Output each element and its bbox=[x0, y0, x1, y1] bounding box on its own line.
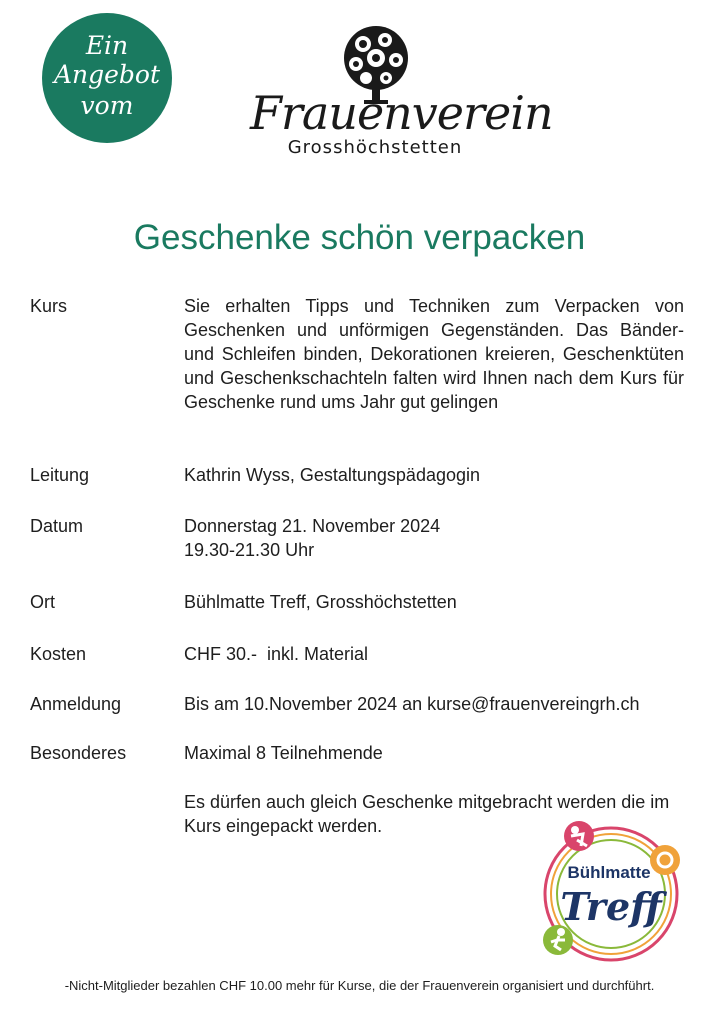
kurs-value: Sie erhalten Tipps und Techniken zum Verpacken von Geschenken und unförmigen Gegenständen. Das Bänder- und Schleifen binden, Dekorationen kreieren, Geschenktüten und Geschenkschachteln falten wird Ihnen nach dem Kurs für Geschenke rund ums Jahr gut gelingen bbox=[184, 296, 684, 412]
datum-value: Donnerstag 21. November 2024 bbox=[184, 516, 441, 536]
brand-name: Frauenverein bbox=[250, 86, 553, 140]
besonderes-label: Besonderes bbox=[30, 743, 127, 763]
brand-place: Grosshöchstetten bbox=[287, 137, 463, 158]
kosten-value: CHF 30.- inkl. Material bbox=[184, 644, 369, 664]
datum-time: 19.30-21.30 Uhr bbox=[184, 540, 315, 560]
anmeldung-label: Anmeldung bbox=[30, 694, 122, 714]
cycle-icon-orange bbox=[650, 845, 680, 875]
kosten-label: Kosten bbox=[30, 644, 87, 664]
anmeldung-value: Bis am 10.November 2024 an kurse@frauenvereingrh.ch bbox=[184, 694, 640, 714]
leitung-value: Kathrin Wyss, Gestaltungspädagogin bbox=[184, 465, 481, 485]
ort-label: Ort bbox=[30, 592, 55, 612]
besonderes-note: Es dürfen auch gleich Geschenke mitgebracht werden die im Kurs eingepackt werden. bbox=[184, 792, 670, 836]
datum-label: Datum bbox=[30, 516, 84, 536]
footnote: -Nicht-Mitglieder bezahlen CHF 10.00 mehr für Kurse, die der Frauenverein organisiert und durchführt. bbox=[64, 978, 655, 993]
badge-line-3: vom bbox=[80, 91, 134, 120]
treff-logo-line-1: Bühlmatte bbox=[567, 863, 651, 882]
angebot-badge bbox=[42, 13, 172, 143]
besonderes-value: Maximal 8 Teilnehmende bbox=[184, 743, 383, 763]
badge-line-1: Ein bbox=[85, 31, 129, 60]
treff-logo-line-2: Treff bbox=[560, 884, 662, 929]
leitung-label: Leitung bbox=[30, 465, 90, 485]
buhlmatte-treff-logo bbox=[531, 816, 691, 966]
page-title: Geschenke schön verpacken bbox=[133, 218, 586, 257]
kurs-label: Kurs bbox=[30, 296, 68, 316]
ort-value: Bühlmatte Treff, Grosshöchstetten bbox=[184, 592, 457, 612]
badge-line-2: Angebot bbox=[53, 60, 161, 89]
